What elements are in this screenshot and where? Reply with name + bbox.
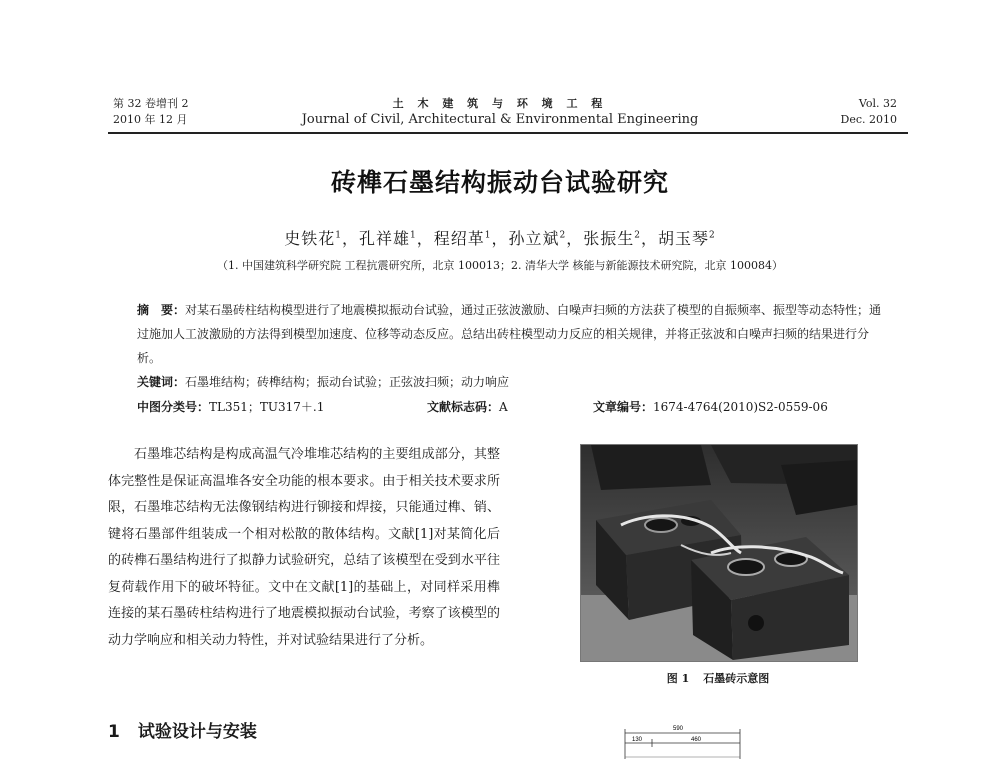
dimension-b: 460 [690,737,702,743]
dimension-drawing [620,721,870,759]
intro-paragraph: 石墨堆芯结构是构成高温气冷堆堆芯结构的主要组成部分，其整体完整性是保证高温堆各安全功能的根本要求。由于相关技术要求所限，石墨堆芯结构无法像钢结构进行铆接和焊接，只能通过榫、销、键将石墨部件组装成一个相对松散的散体结构。文献[1]对某简化后的砖榫石墨结构进行了拟静力试验研究，总结了该模型在受到水平往复荷载作用下的破坏特征。文中在文献[1]的基础上，对同样采用榫连接的某石墨砖柱结构进行了地震模拟振动台试验，考察了该模型的动力学响应和相关动力特性，并对试验结果进行了分析。 [108,447,500,648]
abstract-label: 摘 要： [137,303,186,317]
section-number: 1 [108,722,120,742]
figure-caption-text: 石墨砖示意图 [703,672,770,685]
author-list: 史铁花$^1$，孔祥雄$^1$，程绍革$^1$，孙立斌$^2$，张振生$^2$，胡玉琴$^2$ [284,229,716,248]
document-code: 文献标志码：A [427,400,508,414]
date-cn: 2010 年 12 月 [113,113,188,126]
journal-name-en: Journal of Civil, Architectural & Environmental Engineering [301,112,699,127]
author: 孔祥雄$^1$ [358,229,417,248]
dimension-total: 590 [672,726,684,732]
figure-label: 图 1 [666,672,690,685]
figure-caption [580,670,856,686]
author: 孙立斌$^2$ [508,229,567,248]
abstract-text: 对某石墨砖柱结构模型进行了地震模拟振动台试验，通过正弦波激励、白噪声扫频的方法获了模型的自振频率、振型等动态特性；通过施加人工波激励的方法得到模型加速度、位移等动态反应。总结出砖柱模型动力反应的相关规律，并将正弦波和白噪声扫频的结果进行分析。 [137,303,882,365]
volume-issue-cn: 第 32 卷增刊 2 [113,97,189,110]
volume-en: Vol. 32 [858,97,897,110]
author: 张振生$^2$ [583,229,642,248]
journal-volume-info [841,96,897,128]
section-heading [108,717,257,742]
author: 史铁花$^1$ [284,229,342,248]
dimension-a: 130 [631,737,643,743]
keywords-label: 关键词： [137,375,186,389]
header-rule [108,132,908,134]
affiliations: （1. 中国建筑科学研究院 工程抗震研究所，北京 100013；2. 清华大学 核能与新能源技术研究院，北京 100084） [217,259,783,272]
paper-title: 砖榫石墨结构振动台试验研究 [330,168,669,197]
keywords [137,373,509,390]
article-number: 文章编号：1674-4764(2010)S2-0559-06 [593,400,828,414]
journal-name-cn: 土 木 建 筑 与 环 境 工 程 [392,97,608,110]
section-title: 试验设计与安装 [137,722,257,742]
keywords-text: 石墨堆结构；砖榫结构；振动台试验；正弦波扫频；动力响应 [185,375,510,389]
author: 胡玉琴$^2$ [658,229,716,248]
abstract [137,298,882,370]
graphite-brick-photo [580,444,858,662]
author: 程绍革$^1$ [433,229,492,248]
photo-illustration [581,445,857,661]
clc-number: 中图分类号：TL351；TU317＋.1 [137,400,325,414]
date-en: Dec. 2010 [840,113,897,126]
body-column [108,442,500,654]
